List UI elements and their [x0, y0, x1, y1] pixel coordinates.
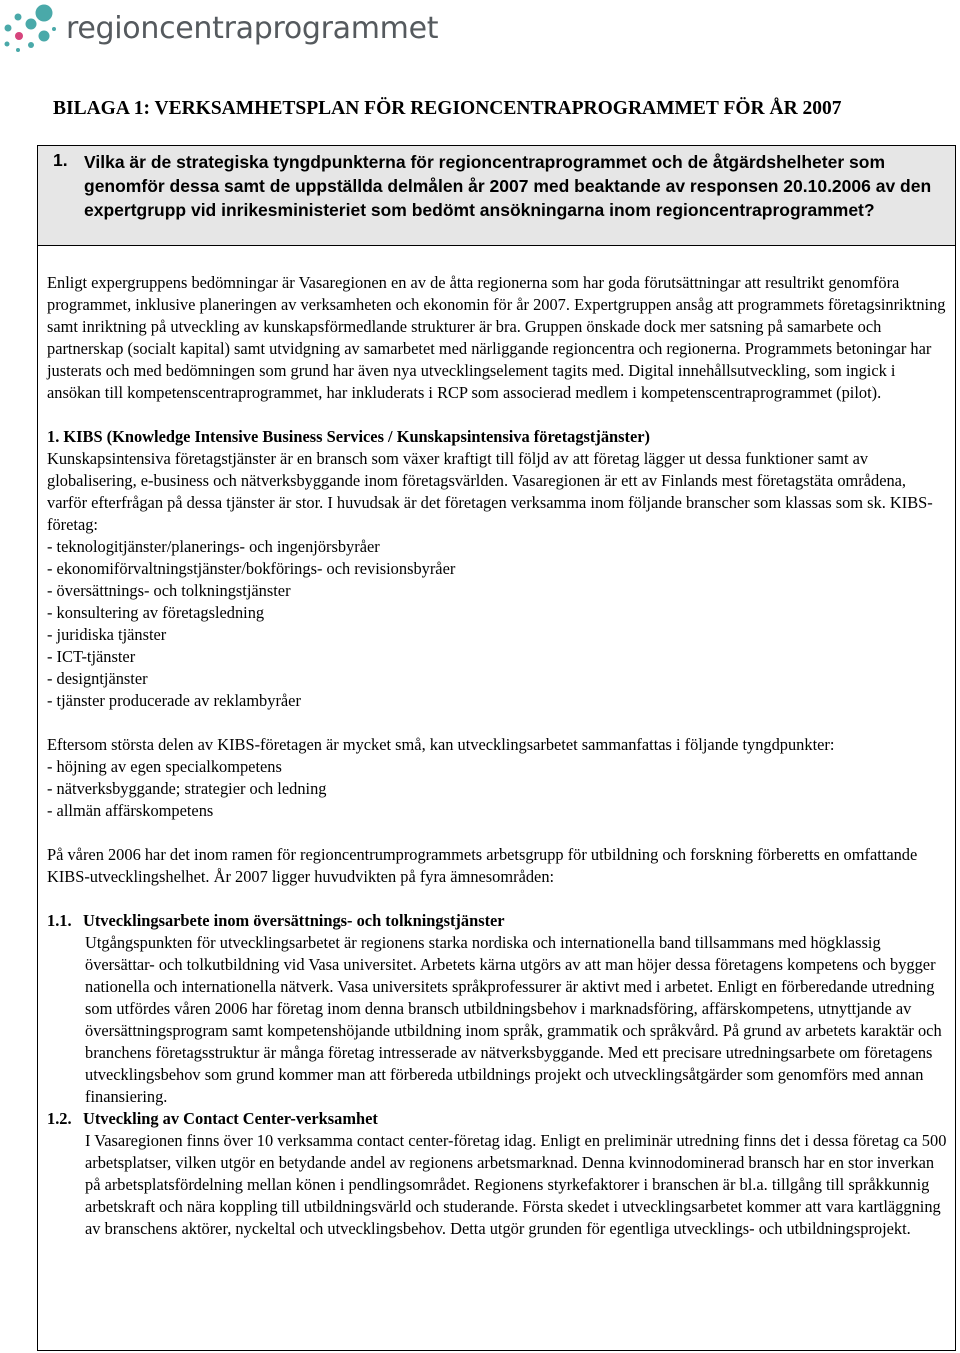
list-item: - designtjänster [47, 669, 148, 688]
question-header [38, 146, 955, 246]
question-text: Vilka är de strategiska tyngdpunkterna för regioncentraprogrammet och de åtgärdshelheter som genomför dessa samt de uppställda delmålen år 2007 med beaktande av responsen 20.10.2006 av den expertgrupp vid inrikesministeriet som bedömt ansökningarna inom regioncentraprogrammet? [84, 152, 932, 220]
subsection-heading-1-2 [47, 1108, 947, 1130]
list-item: - översättnings- och tolkningstjänster [47, 581, 291, 600]
list-item: - ekonomiförvaltningstjänster/bokförings- och revisionsbyråer [47, 559, 456, 578]
subsection-text-1-2: I Vasaregionen finns över 10 verksamma contact center-företag idag. Enligt en preliminär utredning finns det i dessa företag ca 500 arbetsplatser, vilken utgör en betydande andel av regionens arbetsmarknad. Denna kvinnodominerad bransch har en stor inverkan på arbetsplatsfördelning mellan könen i pendlingsområdet. Regionens styrkefaktorer i branschen är bl.a. tillgång till språkkunnig arbetskraft och nära koppling till utbildningsvärld och studerande. Första skedet i utvecklingsarbetet kommer att vara kartläggning av branschens aktörer, nyckeltal och utvecklingsbehov. Detta utgör grunden för egentliga utvecklings- och utbildningsprojekt. [85, 1131, 947, 1238]
document-title: BILAGA 1: VERKSAMHETSPLAN FÖR REGIONCENTRAPROGRAMMET FÖR ÅR 2007 [53, 98, 842, 119]
answer-content [47, 272, 947, 1240]
spring-paragraph: På våren 2006 har det inom ramen för regioncentrumprogrammets arbetsgrupp för utbildning och forskning förberetts en omfattande KIBS-utvecklingshelhet. År 2007 ligger huvudvikten på fyra ämnesområden: [47, 845, 918, 886]
list-item: - tjänster producerade av reklambyråer [47, 691, 301, 710]
subsection-text-1-1: Utgångspunkten för utvecklingsarbetet är regionens starka nordiska och internationella band tillsammans med högklassig översättar- och tolkutbildning vid Vasa universitet. Arbetets kärna utgörs av att man höjer dessa företagens kompetens och bygger nationella och internationella nätverk. Vasa universitets språkprofessurer är aktivt med i arbetet. Enligt en förberedande utredning som utfördes våren 2006 har företag inom denna bransch utbildningsbehov i marknadsföring, affärskompetens, utnyttjande av översättningsprogram samt kompetenshöjande utbildning inom språk, grammatik och språkvård. På grund av arbetets karaktär och branchens företagsstruktur är många företag intresserade av nätverksbyggande. Med ett precisare utredningsarbete om företagens utvecklingsbehov som grund kommer man att förbereda utbildnings projekt och utvecklingsåtgärder som genomförs med annan finansiering. [85, 933, 942, 1106]
section-heading-kibs: 1. KIBS (Knowledge Intensive Business Services / Kunskapsintensiva företagstjänster) [47, 427, 651, 446]
list-item: - höjning av egen specialkompetens [47, 757, 282, 776]
list-item: - allmän affärskompetens [47, 801, 214, 820]
logo [0, 0, 439, 58]
subsection-title: Utvecklingsarbete inom översättnings- och tolkningstjänster [83, 911, 505, 930]
kibs-list [47, 536, 947, 712]
list-item: - konsultering av företagsledning [47, 603, 265, 622]
kibs-paragraph: Kunskapsintensiva företagstjänster är en bransch som växer kraftigt till följd av att företag lägger ut dessa funktioner samt av globalisering, e-business och nätverksbyggande inom företagsvärlden. Vasaregionen är ett av Finlands mest företagstäta områdena, varför efterfrågan på dessa tjänster är stor. I huvudsak är det företagen verksamma inom följande branscher som klassas som sk. KIBS-företag: [47, 449, 933, 534]
list-item: - teknologitjänster/planerings- och ingenjörsbyråer [47, 537, 380, 556]
list-item: - nätverksbyggande; strategier och ledning [47, 779, 327, 798]
subsection-number: 1.2. [47, 1109, 72, 1128]
question-number: 1. [53, 150, 68, 170]
dot-cluster-icon [0, 0, 66, 58]
subsection-heading-1-1 [47, 910, 947, 932]
logo-text: regioncentraprogrammet [66, 11, 439, 46]
question-box [37, 145, 956, 1351]
focus-list [47, 756, 947, 822]
list-item: - ICT-tjänster [47, 647, 136, 666]
subsection-number: 1.1. [47, 911, 72, 930]
focus-intro: Eftersom största delen av KIBS-företagen är mycket små, kan utvecklingsarbetet sammanfattas i följande tyngdpunkter: [47, 735, 835, 754]
intro-paragraph: Enligt expergruppens bedömningar är Vasaregionen en av de åtta regionerna som har goda förutsättningar att resultrikt genomföra programmet, inklusive planeringen av verksamheten och ekonomin för år 2007. Expertgruppen ansåg att programmets företagsinriktning samt inriktning på utveckling av kunskapsförmedlande strukturer är bra. Gruppen önskade dock mer satsning på samarbete och partnerskap (socialt kapital) samt utvidgning av samarbetet med närliggande regioncentra och regionerna. Programmets betoningar har justerats och med bedömningen som grund har även nya utvecklingselement tagits med. Digital innehållsutveckling, som ingick i ansökan till kompetenscentraprogrammet, har inkluderats i RCP som associerad medlem i kompetenscentraprogrammet (pilot). [47, 273, 946, 402]
subsection-title: Utveckling av Contact Center-verksamhet [83, 1109, 378, 1128]
list-item: - juridiska tjänster [47, 625, 167, 644]
